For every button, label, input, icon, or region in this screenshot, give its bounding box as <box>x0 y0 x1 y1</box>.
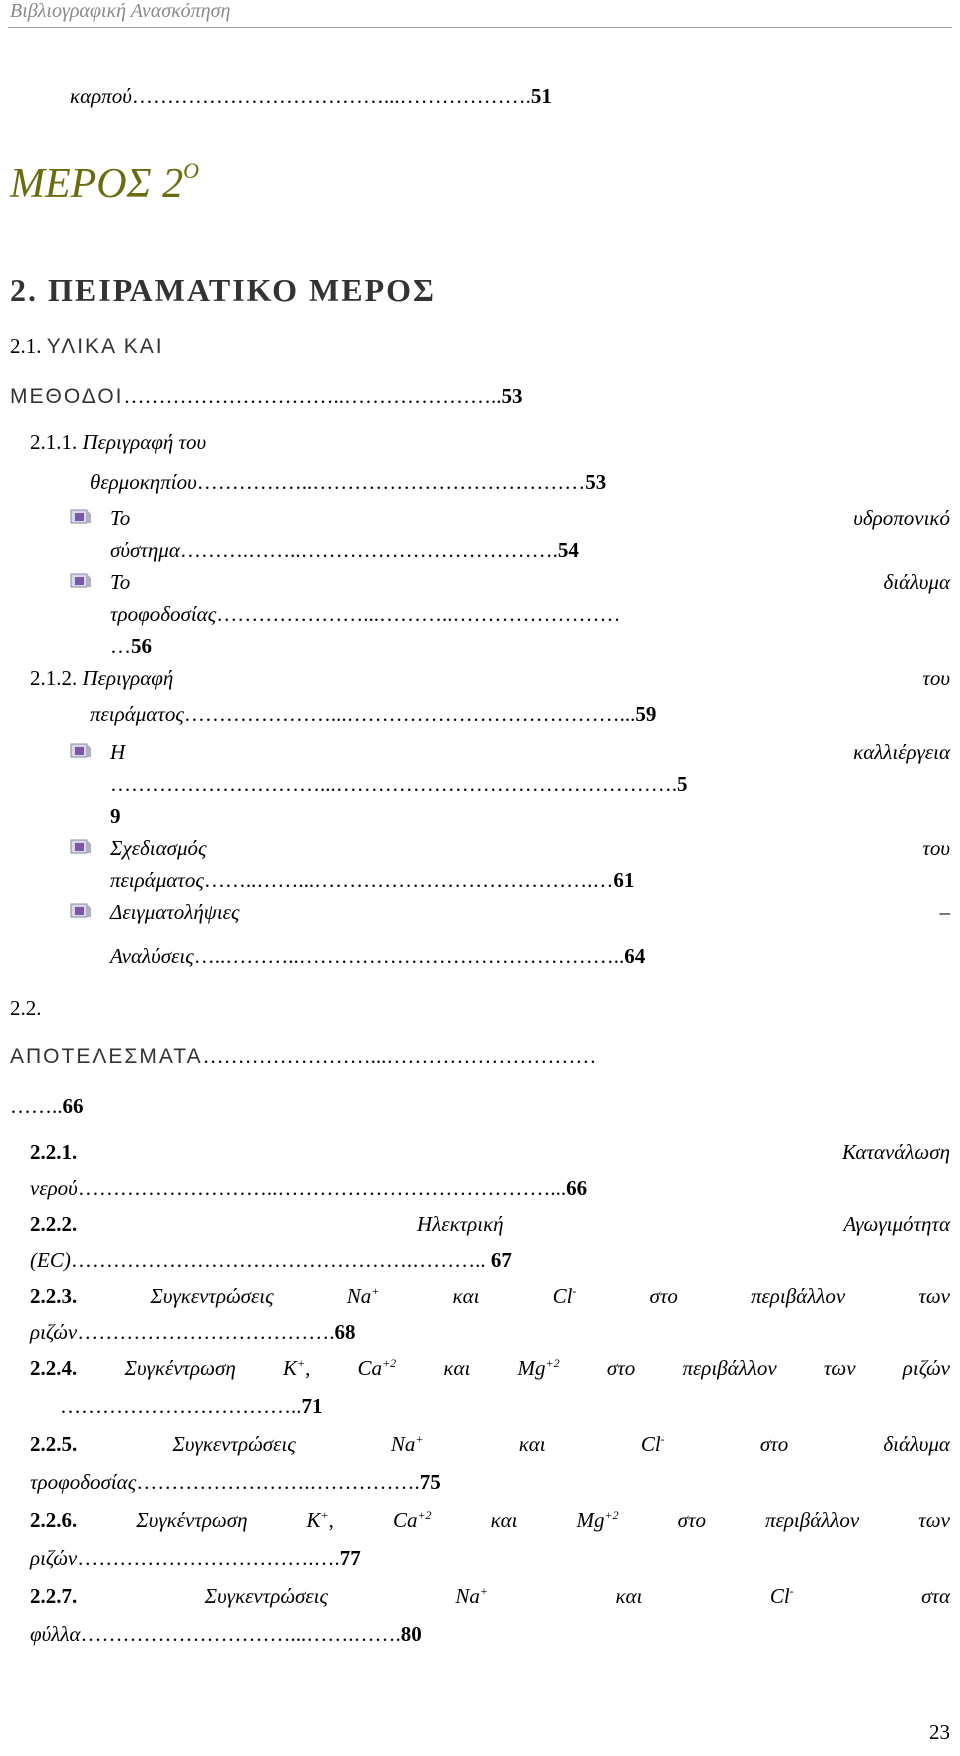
toc-entry-2-2-1: 2.2.1. Κατανάλωση <box>30 1140 950 1164</box>
toc-entry-2-2-line3: ……..66 <box>10 1094 84 1118</box>
toc-entry-carry <box>70 84 552 109</box>
toc-entry-2-1-1-line2: θερμοκηπίου……………..…………………………………53 <box>90 470 607 494</box>
running-header: Βιβλιογραφική Ανασκόπηση <box>10 0 231 22</box>
toc-entry-2-2-7: 2.2.7. Συγκεντρώσεις Na+ και Cl- στα <box>30 1584 950 1608</box>
toc-entry-2-2-1-line2: νερού………………………..…………………………………...66 <box>30 1176 588 1200</box>
toc-dots: ………………………………...………………. <box>131 84 531 108</box>
bullet-icon <box>70 572 92 590</box>
toc-entry-bullet-1: Το υδροπονικό <box>110 506 950 530</box>
toc-entry-2-2-4: 2.2.4. Συγκέντρωση K+, $Ca^{+2}$ και $Mg^{+2}$ στο περιβάλλον των ριζών <box>30 1356 950 1380</box>
toc-entry-2-2: 2.2. <box>10 996 42 1020</box>
chapter-heading: 2. ΠΕΙΡΑΜΑΤΙΚΟ ΜΕΡΟΣ <box>10 272 436 308</box>
bullet-icon <box>70 742 92 760</box>
bullet-icon <box>70 902 92 920</box>
page-number: 23 <box>929 1720 950 1744</box>
header-rule <box>8 27 952 28</box>
toc-entry-2-2-6: 2.2.6. Συγκέντρωση K+, $Ca^{+2}$ και $Mg^{+2}$ στο περιβάλλον των <box>30 1508 950 1532</box>
toc-entry-2-2-line2: ΑΠΟΤΕΛΕΣΜΑΤΑ……………………...………………………… <box>10 1044 597 1068</box>
toc-entry-bullet-5: Δειγματολήψιες – <box>110 900 950 924</box>
toc-entry-bullet-3-line2: …………………………...………………………………………….5 <box>110 772 688 796</box>
toc-page-number: 9 <box>110 804 121 828</box>
toc-entry-title: καρπού <box>70 84 132 108</box>
toc-entry-bullet-3: Η καλλιέργεια <box>110 740 950 764</box>
toc-entry-2-2-3: 2.2.3. Συγκεντρώσεις Na+ και Cl- στο περιβάλλον των <box>30 1284 950 1308</box>
toc-entry-bullet-2-line2: τροφοδοσίας…………………...………..…………………… <box>110 602 621 626</box>
toc-entry-2-2-6-line2: ριζών…………………………….….77 <box>30 1546 361 1570</box>
toc-entry-2-1-2: 2.1.2. Περιγραφή του <box>30 666 950 690</box>
toc-entry-bullet-5-line2: Αναλύσεις…..………..………………………………………..64 <box>110 944 646 968</box>
toc-entry-2-1-line2: ΜΕΘΟΔΟΙ…………………………..…………………..53 <box>10 384 523 408</box>
toc-entry-bullet-4: Σχεδιασμός του <box>110 836 950 860</box>
bullet-icon <box>70 838 92 856</box>
toc-entry-2-2-2: 2.2.2. Ηλεκτρική Αγωγιμότητα <box>30 1212 950 1236</box>
toc-page-number: 51 <box>530 84 552 108</box>
toc-entry-2-1: 2.1. ΥΛΙΚΑ ΚΑΙ <box>10 334 164 358</box>
toc-entry-2-2-5: 2.2.5. Συγκεντρώσεις Na+ και Cl- στο διάλυμα <box>30 1432 950 1456</box>
toc-entry-2-2-7-line2: φύλλα…………………………...…….…….80 <box>30 1622 422 1646</box>
bullet-icon <box>70 508 92 526</box>
toc-entry-2-1-1: 2.1.1. Περιγραφή του <box>30 430 207 454</box>
toc-entry-bullet-2: Το διάλυμα <box>110 570 950 594</box>
toc-entry-2-2-2-line2: (EC)………………………………………….……….. 67 <box>30 1248 512 1272</box>
part-heading: ΜΕΡΟΣ $2^O$ <box>10 158 199 207</box>
toc-entry-2-2-3-line2: ριζών……………………………….68 <box>30 1320 356 1344</box>
toc-entry-bullet-4-line2: πειράματος……..……...………………………………….…61 <box>110 868 635 892</box>
toc-entry-2-2-4-line2: ……………………………..71 <box>60 1394 323 1418</box>
toc-entry-bullet-2-line3: …56 <box>110 634 152 658</box>
toc-entry-2-1-2-line2: πειράματος…………………...…………………………………...59 <box>90 702 657 726</box>
toc-entry-bullet-1-line2: σύστημα……….……..……………………………….54 <box>110 538 579 562</box>
toc-entry-2-2-5-line2: τροφοδοσίας…………………….…………….75 <box>30 1470 441 1494</box>
